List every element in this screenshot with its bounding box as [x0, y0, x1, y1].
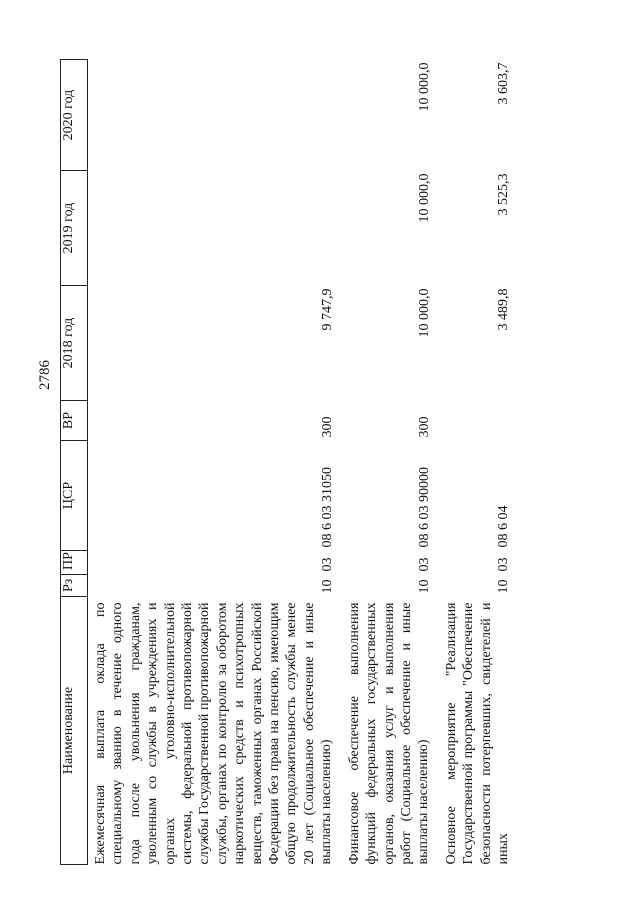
col-header-2019: 2019 год	[61, 171, 88, 286]
row-vr: 300	[416, 416, 432, 438]
row-2018: 10 000,0	[416, 288, 432, 338]
row-2018: 9 747,9	[319, 288, 335, 331]
row-2020: 3 603,7	[496, 62, 512, 105]
row-pr: 03	[416, 557, 432, 572]
row-2020: 10 000,0	[416, 62, 432, 112]
col-header-2018: 2018 год	[61, 286, 88, 401]
row-pr: 03	[496, 557, 512, 572]
table-header	[61, 60, 88, 865]
row-name: Ежемесячная выплата оклада по специальному званию в течение одного года после увольнения гражданам, уволенным со службы в учреждениях и органах уголовно-исполнительной системы, федеральной противопожарной службы Государственной противопожарной службы, органах по контролю за оборотом наркотических средств и психотропных веществ, таможенных органах Российской Федерации без права на пенсию, имеющим общую продолжительность службы менее 20 лет (Социальное обеспечение и иные выплаты населению)	[93, 602, 335, 865]
budget-table	[60, 59, 512, 865]
row-name: Основное мероприятие "Реализация Государственной программы "Обеспечение безопасности потерпевших, свидетелей и иных	[443, 602, 511, 865]
rotated-table-canvas	[60, 60, 600, 865]
row-rz: 10	[496, 579, 512, 594]
row-csr: 08 6 04	[496, 505, 512, 548]
col-header-name: Наименование	[61, 597, 88, 865]
row-2019	[88, 171, 346, 286]
row-name: Финансовое обеспечение выполнения функций федеральных государственных органов, оказания услуг и выполнения работ (Социальное обеспечение и иные выплаты населению)	[346, 602, 432, 865]
row-2019: 10 000,0	[416, 173, 432, 223]
row-2019: 3 525,3	[496, 173, 512, 216]
row-csr: 08 6 03 31050	[319, 467, 335, 548]
row-rz: 10	[319, 579, 335, 594]
col-header-rz: Рз	[61, 575, 88, 597]
table-row	[346, 60, 443, 865]
page-number: 2786	[37, 360, 53, 390]
col-header-pr: ПР	[61, 551, 88, 575]
row-rz: 10	[416, 579, 432, 594]
row-pr: 03	[319, 557, 335, 572]
row-2020	[88, 60, 346, 171]
row-2018: 3 489,8	[496, 288, 512, 331]
row-vr: 300	[319, 416, 335, 438]
table-row	[88, 60, 346, 865]
row-vr	[443, 401, 513, 441]
col-header-csr: ЦСР	[61, 441, 88, 551]
col-header-vr: ВР	[61, 401, 88, 441]
row-csr: 08 6 03 90000	[416, 467, 432, 548]
col-header-2020: 2020 год	[61, 60, 88, 171]
table-row	[443, 60, 513, 865]
